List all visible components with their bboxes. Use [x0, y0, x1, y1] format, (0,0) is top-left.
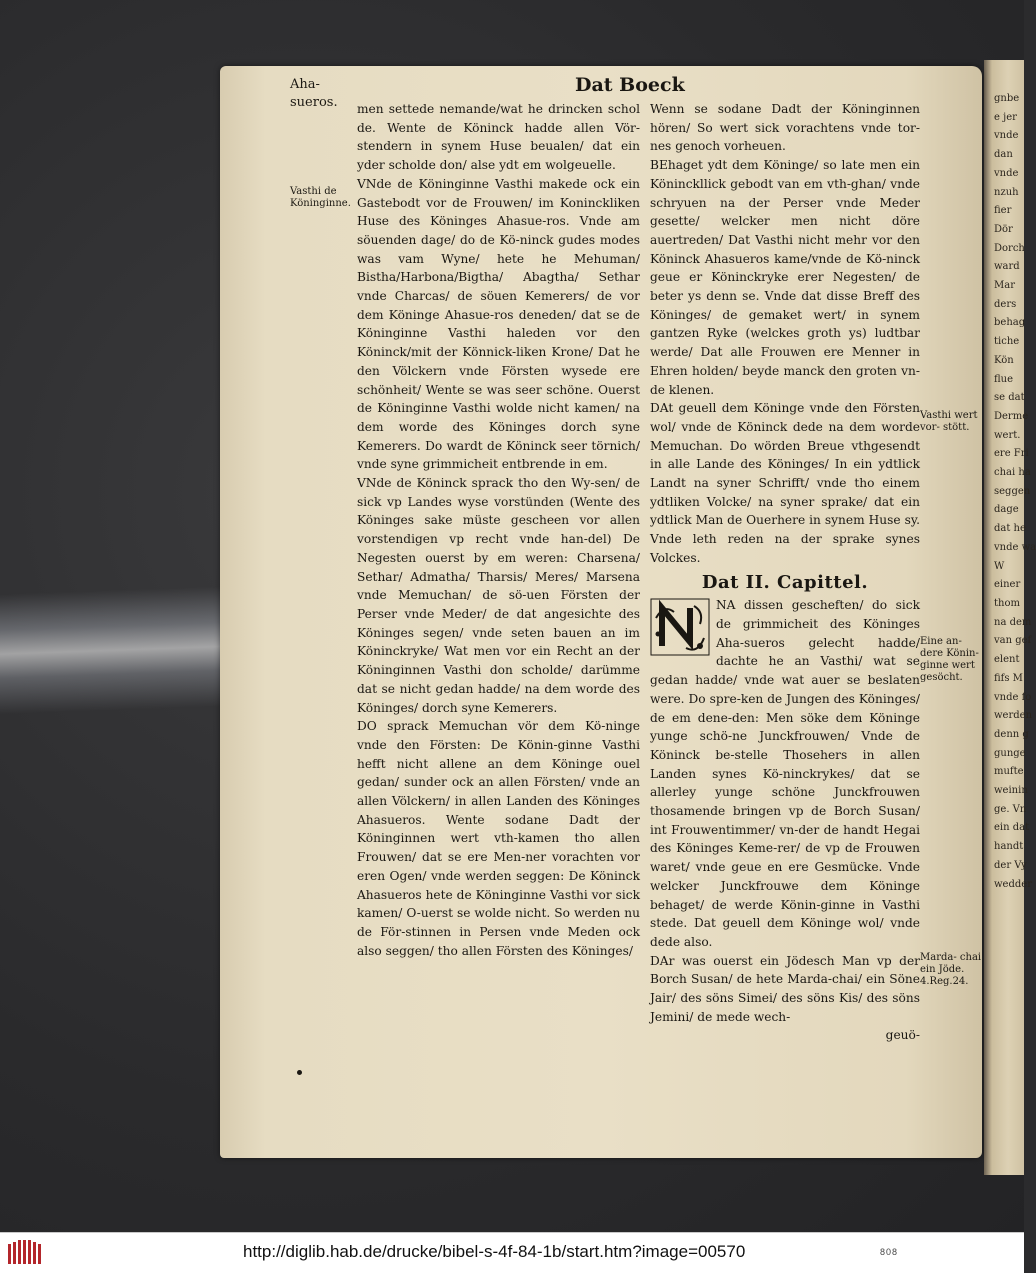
next-page-fragment: ders — [994, 298, 1017, 310]
next-page-fragment: ein dat — [994, 822, 1030, 834]
next-page-fragment: einer — [994, 579, 1021, 591]
next-page-fragment: handt — [994, 841, 1024, 853]
paragraph: Wenn se sodane Dadt der Köninginnen hören/ So wert sick vorachtens vnde tor-nes genoch vorheuen. — [650, 102, 920, 154]
next-page-fragment: van gef — [994, 635, 1032, 647]
next-page-fragment: seggen — [994, 485, 1031, 497]
margin-note-vasthi-left: Vasthi de Köninginne. — [290, 186, 351, 209]
paragraph: BEhaget ydt dem Köninge/ so late men ein Köninckllick gebodt van em vth-ghan/ vnde schryuen na der Perser vnde Meder gesette/ welcker men nicht döre auertreden/ Dat Vasthi nicht mehr vor den Köninck Ahasueros kame/vnde de Kö-ninck geue er Köninckryke erer Negesten/ de beter ys denn se. Vnde dat disse Breff des Köninges/ de gemaket wert/ in synem gantzen Ryke (welckes groth ys) ludtbar werde/ Dat alle Frouwen ere Menner in Ehren holden/ beyde manck den groten vn-de klenen. — [650, 158, 920, 397]
next-page-fragment: gunge — [994, 747, 1026, 759]
next-page-fragment: thom — [994, 597, 1020, 609]
next-page-fragment: ward — [994, 261, 1020, 273]
next-page-fragment: e jer — [994, 111, 1017, 123]
next-page-fragment: werden — [994, 710, 1033, 722]
next-page-fragment: wedder — [994, 878, 1032, 890]
next-page-fragment: dage — [994, 504, 1019, 516]
next-page-fragment: Kön — [994, 354, 1014, 366]
next-page-fragment: der Vy — [994, 859, 1027, 871]
next-page-fragment: vnde wa — [994, 541, 1036, 553]
next-page-fragment: ge. Vn — [994, 803, 1027, 815]
next-page-fragment: flue — [994, 373, 1014, 385]
paragraph: DAt geuell dem Köninge vnde den Försten wol/ vnde de Köninck dede na dem worde Memuchan. Do wörden Breue vthgesendt in alle Lande des Köninges/ In ein ydtlick Landt na syner Schrifft/ vnde tho einem ydtliken Volcke/ na syner sprake/ dat ein ydtlick Man de Ouerhere in synem Huse sy. Vnde leth reden na der sprake synes Volckes. — [650, 401, 920, 565]
margin-note-eine-andere: Eine an- dere Könin- ginne wert gesöcht. — [920, 636, 979, 683]
next-page-fragment: wert. — [994, 429, 1021, 441]
next-page-fragment: vnde — [994, 167, 1019, 179]
next-page-fragment: nzuh — [994, 186, 1019, 198]
next-page-edge — [984, 60, 1036, 1175]
chapter-heading: Dat II. Capittel. — [701, 571, 869, 593]
next-page-fragment: dan — [994, 149, 1013, 161]
next-page-fragment: weinin — [994, 785, 1028, 797]
next-page-fragment: fier — [994, 205, 1012, 217]
next-page-text — [984, 60, 1036, 894]
next-page-fragment: fifs M — [994, 672, 1023, 684]
next-page-fragment: Dör — [994, 223, 1013, 235]
next-page-fragment: gnbe — [994, 93, 1020, 104]
paragraph: men settede nemande/wat he drincken schol de. Wente de Köninck hadde allen Vör-stendern in synem Huse beualen/ dat ein yder scholde don/ alse ydt em wolgeuelle. — [357, 102, 640, 173]
next-page-fragment: Mar — [994, 280, 1015, 292]
next-page-fragment: vnde — [994, 130, 1019, 142]
next-page-fragment: dat he — [994, 523, 1026, 535]
viewer-statusbar — [0, 1232, 1024, 1273]
scanner-glass-reflection — [0, 586, 240, 714]
next-page-fragment: na dem — [994, 616, 1032, 628]
library-logo-icon — [6, 1238, 46, 1268]
next-page-fragment: se dat — [994, 392, 1025, 404]
decorated-initial-n-icon — [650, 598, 710, 656]
next-page-fragment: behag — [994, 317, 1026, 329]
paragraph: DO sprack Memuchan vör dem Kö-ninge vnde den Försten: De Könin-ginne Vasthi hefft nicht allene an dem Köninge ouel gedan/ sunder ock an allen Försten/ vnde an allen Völckern/ in allen Landen des Köninges Ahasueros. Wente sodane Dadt der Köninginnen wert vth-kamen tho allen Frouwen/ dat se ere Men-ner vorachten vor eren Ogen/ vnde werden seggen: De Köninck Ahasueros hete de Köninginne Vasthi vor sick kamen/ O-uerst se wolde nicht. So werden nu de För-stinnen in Persen vnde Meden ock also seggen/ tho allen Försten des Köninges/ — [357, 719, 640, 958]
next-page-fragment: tiche — [994, 336, 1020, 348]
next-page-fragment: denn g — [994, 728, 1029, 740]
paragraph: NA dissen gescheften/ do sick de grimmicheit des Köninges Aha-sueros gelecht hadde/ dachte he an Vasthi/ wat se gedan hadde/ vnde wat auer se beslaten were. Do spre-ken de Jungen des Köninges/ de em dene-den: Men söke dem Köninge yunge schö-ne Junckfrouwen/ Vnde de Köninck be-stelle Thosehers in allen Landen synes Kö-ninckrykes/ dat se allerley yunge schöne Junckfrouwen thosamende bringen vp de Borch Susan/ int Frouwentimmer/ vn-der de handt Hegai des Köninges Keme-rer/ de vp de Frouwen waret/ vnde geue en ere Gesmücke. Vnde welcker Junckfrouwe dem Köninge behaget/ de werde Könin-ginne in Vasthi stede. Dat geuell dem Köninge wol/ vnde dede also. — [650, 598, 920, 949]
permalink-url[interactable]: http://diglib.hab.de/drucke/bibel-s-4f-84-1b/start.htm?image=00570 — [243, 1242, 746, 1261]
paragraph: VNde de Köninck sprack tho den Wy-sen/ de sick vp Landes wyse vorstünden (Wente des Köninges sake müste gescheen vor allen vorstendigen vp recht vnde han-del) De Negesten ouerst by em weren: Charsena/ Sethar/ Admatha/ Tharsis/ Meres/ Marsena vnde Memuchan/ de sö-uen Försten der Perser vnde Meder/ de dat angesichte des Köninges segen/ vnde seten bauen an im Köninckryke/ Wat men vor ein Recht an der Köninginnen Vasthi don scholde/ darümme dat se nicht gedan hadde/ na dem worde des Köninges/ dorch syne Kemerers. — [357, 476, 640, 715]
next-page-fragment: Dorch — [994, 242, 1025, 254]
next-page-fragment: mufte — [994, 766, 1024, 778]
text-column-right — [650, 100, 920, 1045]
catchword: geuö- — [885, 1028, 920, 1043]
margin-note-vasthi-right: Vasthi wert vor- stött. — [920, 410, 978, 433]
margin-note-ahasueros: Aha- sueros. — [290, 77, 338, 110]
paragraph: VNde de Köninginne Vasthi makede ock ein Gastebodt vor de Frouwen/ im Koninckliken Huse des Köninges Ahasue-ros. Vnde am söuenden dage/ do de Kö-ninck gudes modes was vam Wyne/ hete he Mehuman/ Bistha/Harbona/Bigtha/ Abagtha/ Sethar vnde Charcas/ de söuen Kemerers/ de vor dem Köninge Ahasue-ros deneden/ dat se de Köninginne Vasthi haleden vor den Köninck/mit der Könnick-liken Krone/ Dat he den Völckern vnde Försten wysede ere schönheit/ Wente se was seer schöne. Ouerst de Köninginne Vasthi wolde nicht kamen/ na dem worde des Köninges dorch syne Kemerers. Do wardt de Köninck seer törnich/ vnde syne grimmicheit entbrende in em. — [357, 176, 640, 472]
margin-note-mardachai: Marda- chai ein Jöde. 4.Reg.24. — [920, 952, 982, 987]
text-column-left — [357, 100, 640, 960]
paragraph: DAr was ouerst ein Jödesch Man vp der Borch Susan/ de hete Marda-chai/ ein Söne Jair/ des söns Simei/ des söns Kis/ des söns Jemini/ de mede wech- — [650, 953, 920, 1024]
next-page-fragment: vnde fo — [994, 691, 1032, 703]
next-page-fragment: chai ha — [994, 467, 1031, 479]
next-page-fragment: Derme — [994, 410, 1029, 422]
page-marker: 808 — [880, 1247, 899, 1257]
next-page-fragment: ere Fri — [994, 448, 1029, 460]
running-title: Dat Boeck — [575, 74, 685, 96]
ink-dot — [297, 1070, 302, 1075]
next-page-fragment: W — [994, 560, 1005, 572]
next-page-fragment: elent — [994, 654, 1020, 666]
